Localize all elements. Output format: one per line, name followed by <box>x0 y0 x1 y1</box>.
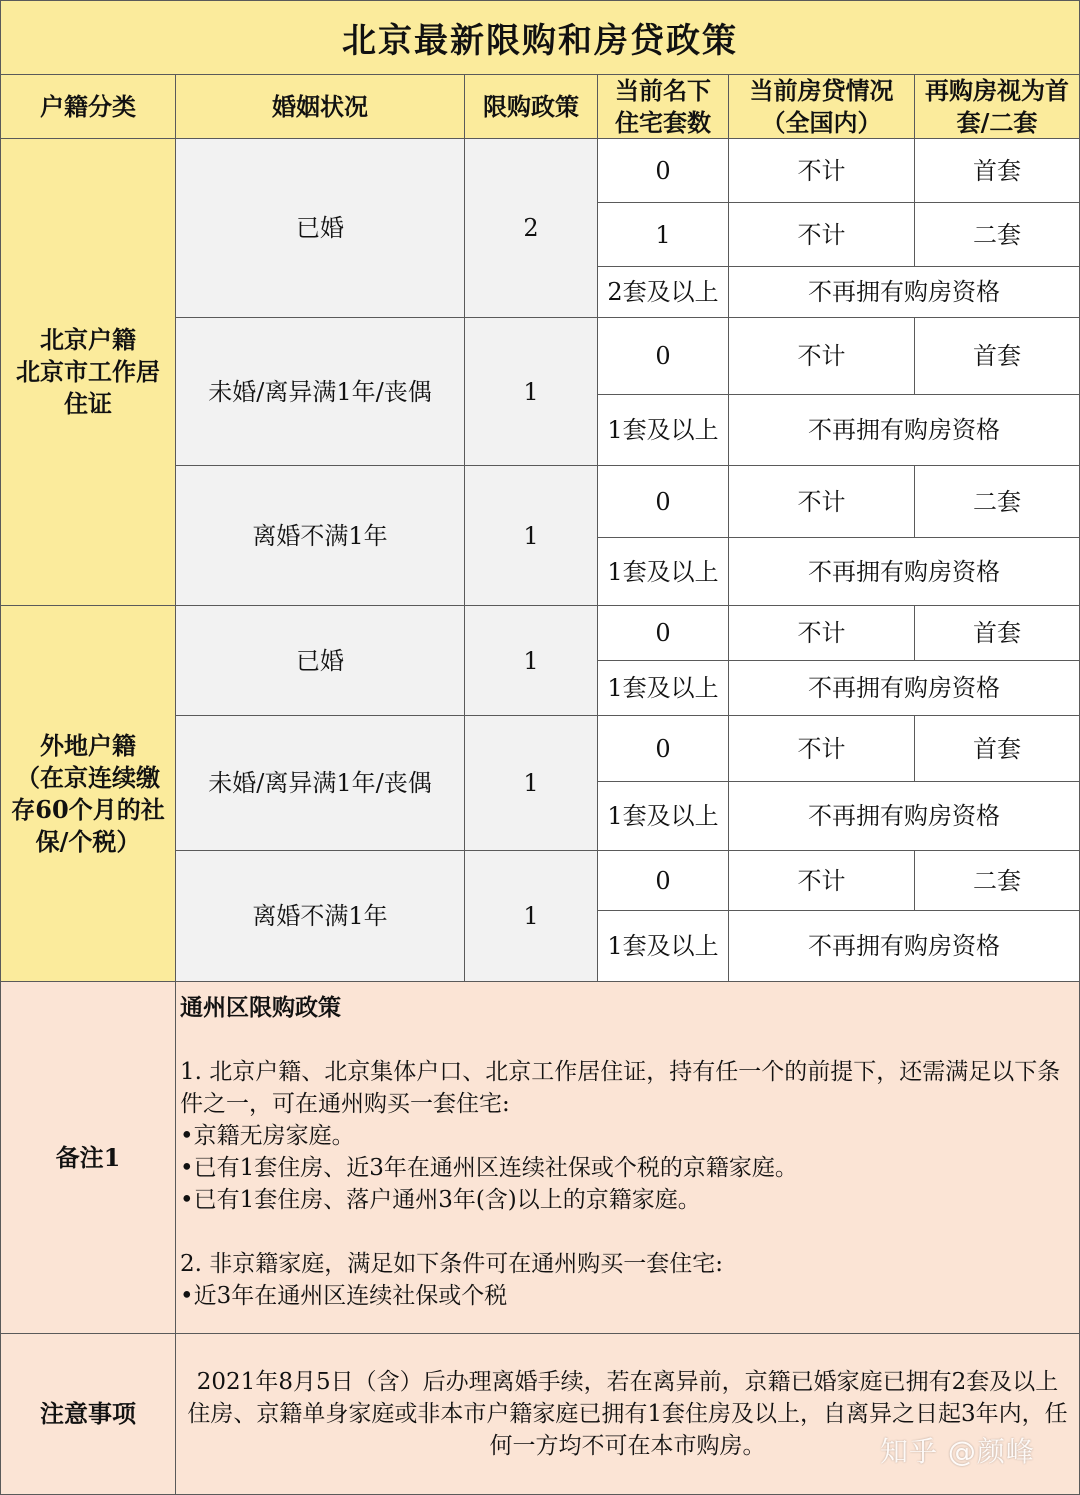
marital-status: 未婚/离异满1年/丧偶 <box>176 318 465 466</box>
note1-bullet: •京籍无房家庭。 <box>180 1123 355 1149</box>
note1-label: 备注1 <box>0 982 176 1334</box>
loan-status: 不计 <box>729 851 915 911</box>
header-loan: 当前房贷情况（全国内） <box>729 75 915 139</box>
caution-label: 注意事项 <box>0 1334 176 1495</box>
note1-bullet: •已有1套住房、近3年在通州区连续社保或个税的京籍家庭。 <box>180 1155 798 1181</box>
caution-text: 2021年8月5日（含）后办理离婚手续，若在离异前，京籍已婚家庭已拥有2套及以上住房、京籍单身家庭或非本市户籍家庭已拥有1套住房及以上，自离异之日起3年内，任何一方均不可在本市购房。 <box>176 1334 1080 1495</box>
table-title: 北京最新限购和房贷政策 <box>0 0 1080 75</box>
header-policy: 限购政策 <box>465 75 598 139</box>
limit-count: 1 <box>465 716 598 851</box>
owned-count: 1 <box>598 203 729 267</box>
marital-status: 已婚 <box>176 606 465 716</box>
header-hukou: 户籍分类 <box>0 75 176 139</box>
owned-count: 2套及以上 <box>598 267 729 318</box>
limit-count: 1 <box>465 851 598 982</box>
limit-count: 1 <box>465 606 598 716</box>
note1-paragraph-1: 1. 北京户籍、北京集体户口、北京工作居住证，持有任一个的前提下，还需满足以下条件之一，可在通州购买一套住宅: <box>180 1059 1061 1117</box>
limit-count: 2 <box>465 139 598 318</box>
limit-count: 1 <box>465 318 598 466</box>
no-eligibility: 不再拥有购房资格 <box>729 538 1080 606</box>
owned-count: 1套及以上 <box>598 782 729 851</box>
no-eligibility: 不再拥有购房资格 <box>729 911 1080 982</box>
no-eligibility: 不再拥有购房资格 <box>729 267 1080 318</box>
purchase-type: 首套 <box>915 139 1080 203</box>
owned-count: 0 <box>598 318 729 395</box>
owned-count: 1套及以上 <box>598 538 729 606</box>
category-beijing: 北京户籍 北京市工作居住证 <box>0 139 176 606</box>
header-owned: 当前名下住宅套数 <box>598 75 729 139</box>
purchase-type: 首套 <box>915 606 1080 661</box>
marital-status: 未婚/离异满1年/丧偶 <box>176 716 465 851</box>
loan-status: 不计 <box>729 318 915 395</box>
note1-heading: 通州区限购政策 <box>180 994 341 1021</box>
marital-status: 已婚 <box>176 139 465 318</box>
loan-status: 不计 <box>729 203 915 267</box>
header-next: 再购房视为首套/二套 <box>915 75 1080 139</box>
note1-bullet: •已有1套住房、落户通州3年(含)以上的京籍家庭。 <box>180 1187 701 1213</box>
loan-status: 不计 <box>729 716 915 782</box>
owned-count: 0 <box>598 851 729 911</box>
no-eligibility: 不再拥有购房资格 <box>729 782 1080 851</box>
no-eligibility: 不再拥有购房资格 <box>729 661 1080 716</box>
owned-count: 0 <box>598 716 729 782</box>
purchase-type: 首套 <box>915 716 1080 782</box>
category-nonlocal: 外地户籍 （在京连续缴存60个月的社保/个税） <box>0 606 176 982</box>
owned-count: 0 <box>598 606 729 661</box>
note1-paragraph-2: 2. 非京籍家庭，满足如下条件可在通州购买一套住宅: <box>180 1251 724 1277</box>
header-marital: 婚姻状况 <box>176 75 465 139</box>
marital-status: 离婚不满1年 <box>176 466 465 606</box>
loan-status: 不计 <box>729 466 915 538</box>
no-eligibility: 不再拥有购房资格 <box>729 395 1080 466</box>
purchase-type: 二套 <box>915 203 1080 267</box>
note1-bullet: •近3年在通州区连续社保或个税 <box>180 1283 508 1309</box>
purchase-type: 二套 <box>915 466 1080 538</box>
purchase-type: 首套 <box>915 318 1080 395</box>
purchase-type: 二套 <box>915 851 1080 911</box>
owned-count: 1套及以上 <box>598 395 729 466</box>
loan-status: 不计 <box>729 606 915 661</box>
watermark: 知乎 @颜峰 <box>880 1435 1035 1468</box>
owned-count: 1套及以上 <box>598 661 729 716</box>
loan-status: 不计 <box>729 139 915 203</box>
marital-status: 离婚不满1年 <box>176 851 465 982</box>
limit-count: 1 <box>465 466 598 606</box>
owned-count: 1套及以上 <box>598 911 729 982</box>
owned-count: 0 <box>598 139 729 203</box>
note1-content <box>176 982 1080 1334</box>
owned-count: 0 <box>598 466 729 538</box>
